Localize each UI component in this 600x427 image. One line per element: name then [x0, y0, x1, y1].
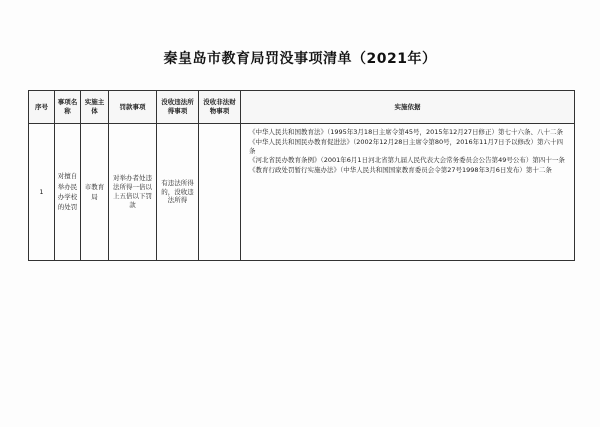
- page-title: 秦皇岛市教育局罚没事项清单（2021年）: [163, 51, 437, 67]
- table-header-row: [29, 91, 575, 124]
- basis-line: 《中华人民共和国民办教育促进法》（2002年12月28日主席令第80号，2016年11月7日予以修改）第六十四条: [249, 137, 564, 155]
- table-row: [29, 124, 575, 261]
- cell-illegal-income: 有违法所得的，没收违法所得: [157, 124, 199, 261]
- header-penalty: 罚款事项: [109, 91, 157, 124]
- cell-item-name: 对擅自举办民办学校的处罚: [55, 124, 81, 261]
- header-basis: 实施依据: [241, 91, 575, 124]
- cell-subject: 市教育局: [81, 124, 109, 261]
- header-illegal-property: 没收非法财物事项: [199, 91, 241, 124]
- cell-seq: 1: [29, 124, 55, 261]
- penalty-table: [28, 90, 575, 261]
- cell-illegal-property: [199, 124, 241, 261]
- header-item-name: 事项名称: [55, 91, 81, 124]
- basis-line: 《河北省民办教育条例》（2001年6月1日河北省第九届人民代表大会常务委员会公告第49号公布）第四十一条: [249, 156, 565, 165]
- cell-penalty: 对举办者处违法所得一倍以上五倍以下罚款: [109, 124, 157, 261]
- header-illegal-income: 没收违法所得事项: [157, 91, 199, 124]
- header-subject: 实施主体: [81, 91, 109, 124]
- basis-line: 《中华人民共和国教育法》（1995年3月18日主席令第45号，2015年12月27日修正）第七十六条、八十二条: [249, 128, 564, 136]
- cell-basis: [241, 124, 575, 261]
- header-seq: 序号: [29, 91, 55, 124]
- basis-line: 《教育行政处罚暂行实施办法》（中华人民共和国国家教育委员会令第27号1998年3月6日发布）第十二条: [249, 166, 552, 175]
